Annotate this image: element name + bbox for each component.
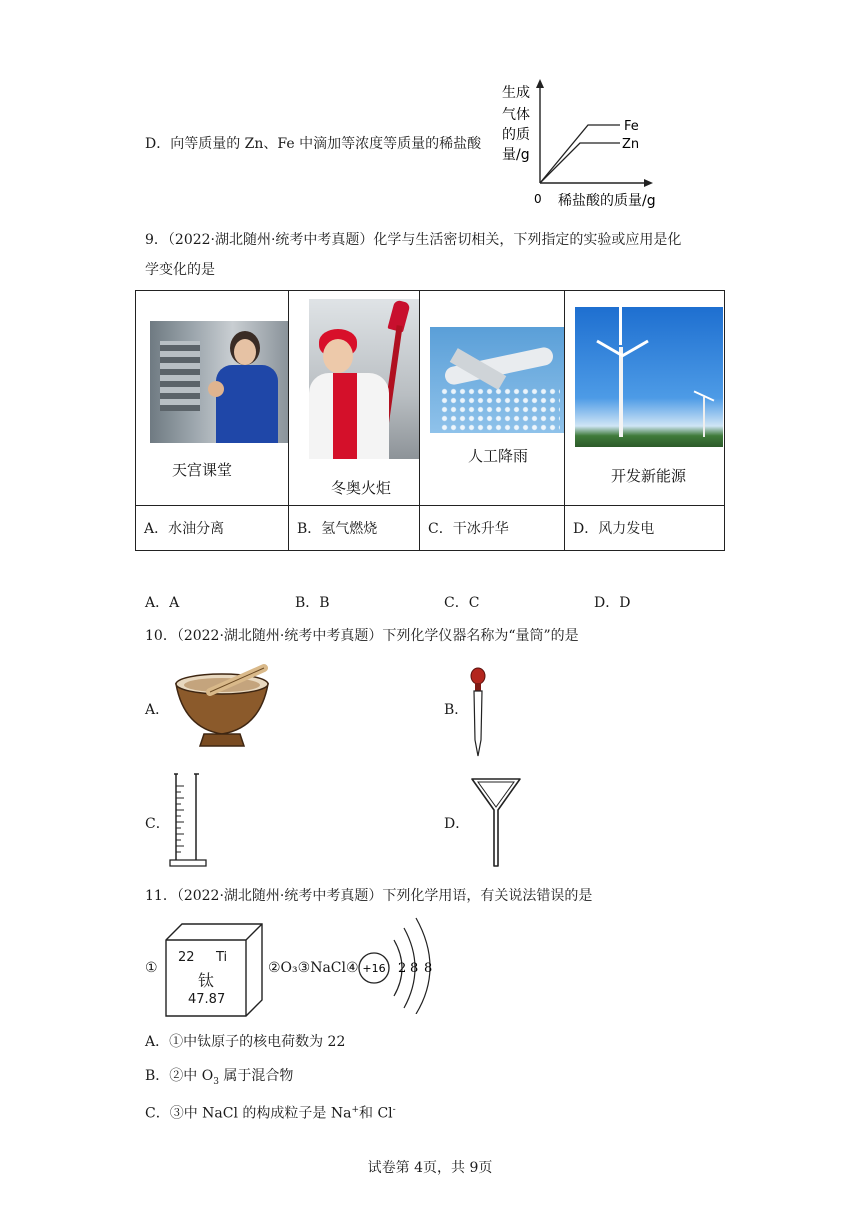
q8-option-d: D．向等质量的 Zn、Fe 中滴加等浓度等质量的稀盐酸 [145,136,482,152]
shell-3-count: 8 [424,961,433,976]
caption-rain: 人工降雨 [468,447,529,465]
q9-cell-wind [565,291,725,506]
q9-answer-a: A．A [145,595,180,611]
q11-option-c-sup1: + [351,1105,359,1115]
q11-option-b-pre: B．②中 O [145,1068,214,1084]
plane-photo [430,327,564,433]
graph-line-zn [540,143,620,183]
q10-label-a: A． [145,702,170,718]
element-mass: 47.87 [188,992,226,1007]
q10-label-b: B． [444,702,469,718]
q11-option-c-pre: C．③中 NaCl 的构成粒子是 Na [145,1105,352,1122]
graph-ylabel-2: 气体 [502,107,530,123]
q11-option-a: A．①中钛原子的核电荷数为 22 [145,1034,346,1050]
q9-option-a: A．水油分离 [136,506,289,551]
page-footer: 试卷第 4页，共 9页 [367,1160,493,1176]
q8-graph [498,75,678,210]
element-name: 钛 [198,971,215,990]
q11-stem: 11．（2022·湖北随州·统考中考真题）下列化学用语，有关说法错误的是 [145,888,593,904]
tiangong-photo [150,321,288,443]
graph-label-zn: Zn [622,137,640,152]
q9-stem-line2: 学变化的是 [145,262,215,278]
graph-ylabel-1: 生成 [502,85,530,101]
mortar-pestle-icon [170,662,274,752]
q9-cell-tiangong [136,291,289,506]
q11-mid-text: ②O₃③NaCl④ [268,960,359,976]
q9-answer-d: D．D [594,595,631,611]
torch-photo [309,299,419,459]
graph-label-fe: Fe [624,119,639,134]
q9-table [135,290,725,551]
q9-option-c: C．干冰升华 [420,506,565,551]
graph-y-arrow [536,79,544,88]
q11-option-b-sub: 3 [213,1076,219,1087]
caption-tiangong: 天宫课堂 [172,461,233,479]
q9-option-b: B．氢气燃烧 [289,506,420,551]
q9-option-d: D．风力发电 [565,506,725,551]
funnel-icon [470,776,524,870]
shell-2-count: 8 [410,961,419,976]
element-symbol: Ti [216,950,228,965]
q11-option-c-mid: 和 Cl [359,1105,393,1122]
q9-stem-line1: 9．（2022·湖北随州·统考中考真题）化学与生活密切相关，下列指定的实验或应用是化 [145,232,682,248]
caption-wind: 开发新能源 [611,467,687,485]
q10-stem: 10．（2022·湖北随州·统考中考真题）下列化学仪器名称为“量筒”的是 [145,628,579,644]
titanium-element-card [164,922,264,1018]
graph-xlabel: 稀盐酸的质量/g [558,193,656,209]
q10-label-c: C． [145,816,170,832]
q10-label-d: D． [444,816,470,832]
q9-cell-rain [420,291,565,506]
caption-torch: 冬奥火炬 [331,479,392,497]
wind-photo [575,307,723,447]
q11-option-c [145,1100,396,1124]
shell-1-count: 2 [398,961,407,976]
graph-line-fe [540,125,620,183]
graph-origin: 0 [534,192,542,206]
graph-x-arrow [644,179,653,187]
nucleus-charge: +16 [362,962,386,975]
graduated-cylinder-icon [168,772,212,870]
graph-ylabel-3: 的质 [502,127,530,143]
dropper-icon [466,666,490,760]
q11-option-c-sup2: - [392,1105,396,1115]
graph-ylabel-4: 量/g [502,147,530,163]
q9-cell-torch [289,291,420,506]
q11-option-b-post: 属于混合物 [218,1068,294,1084]
q9-answer-c: C．C [444,595,480,611]
q9-answer-b: B．B [295,595,330,611]
q11-option-b [145,1066,293,1092]
sulfur-atom-structure [358,914,440,1014]
q11-mark-1: ① [145,960,158,976]
element-number: 22 [178,950,195,965]
